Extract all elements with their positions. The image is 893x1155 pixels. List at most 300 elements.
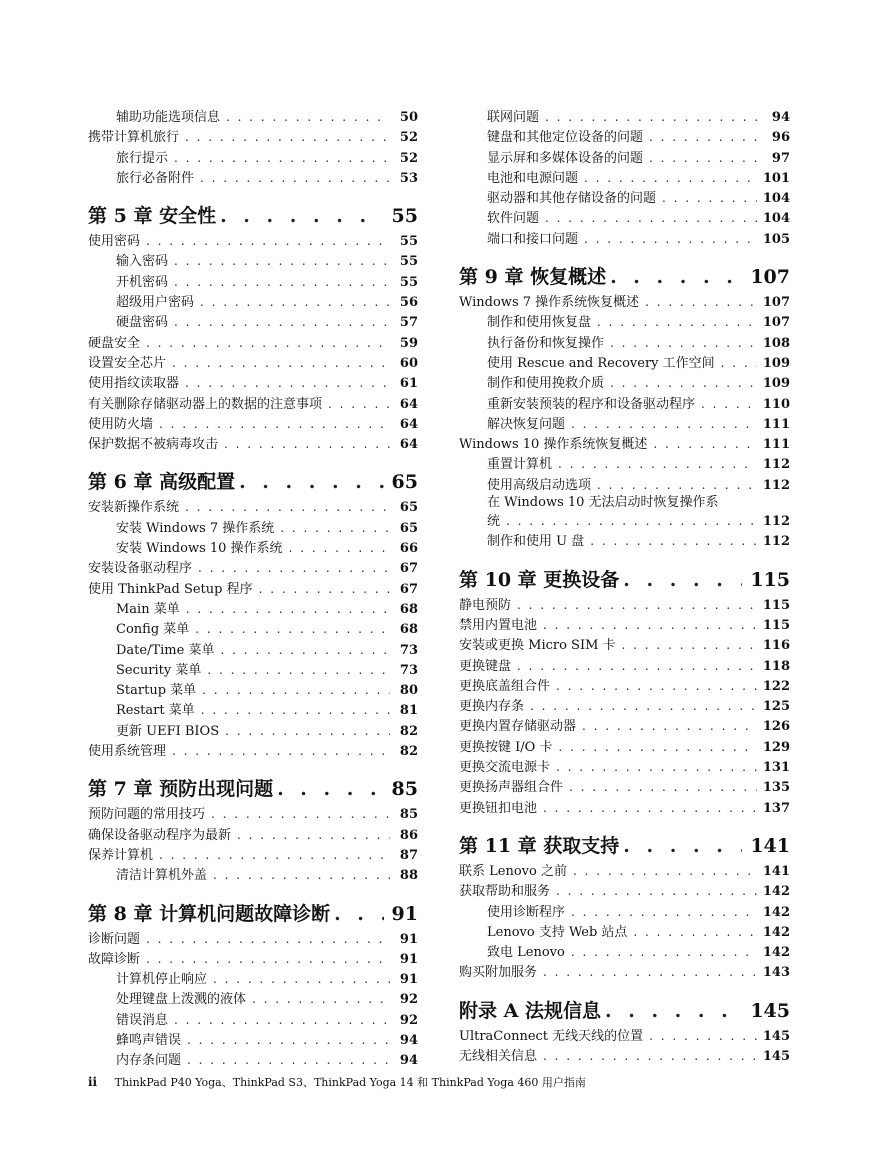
entry-page-number: 145 [762,1048,790,1064]
entry-title: 开机密码 [116,274,169,290]
toc-entry[interactable] [88,989,418,1009]
entry-title: 联系 Lenovo 之前 [459,863,567,879]
entry-title: 更换内置存储驱动器 [459,719,577,735]
entry-title: Restart 菜单 [116,703,195,719]
dot-leader [623,569,742,591]
dot-leader [185,127,390,147]
entry-page-number: 82 [399,723,418,739]
entry-page-number: 94 [399,1053,418,1069]
entry-title: 获取帮助和服务 [459,884,551,900]
entry-title: 预防问题的常用技巧 [88,807,206,823]
entry-page-number: 85 [399,807,418,823]
entry-title: 故障诊断 [88,951,141,967]
dot-leader [328,394,390,414]
entry-page-number: 55 [399,234,418,250]
entry-page-number: 64 [399,416,418,432]
dot-leader [610,333,757,353]
dot-leader [584,229,757,249]
entry-page-number: 88 [399,868,418,884]
dot-leader [289,538,390,558]
chapter-page-number: 145 [750,999,790,1022]
dot-leader [556,881,757,901]
chapter-page-number: 55 [391,205,418,228]
entry-title: 有关删除存储驱动器上的数据的注意事项 [88,396,323,412]
toc-entry[interactable] [88,660,418,680]
toc-entry[interactable] [88,1030,418,1050]
toc-entry[interactable] [459,902,790,922]
entry-title: 静电预防 [459,597,512,613]
dot-leader [517,656,757,676]
toc-chapter-heading[interactable] [88,903,418,925]
entry-title: 输入密码 [116,254,169,270]
dot-leader [225,721,390,741]
chapter-page-number: 107 [750,266,790,289]
toc-entry[interactable] [459,942,790,962]
entry-page-number: 115 [762,597,790,613]
chapter-title: 第 8 章 计算机问题故障诊断 [88,902,331,925]
entry-title: 使用防火墙 [88,416,154,432]
toc-entry[interactable] [459,312,790,332]
toc-entry[interactable] [88,538,418,558]
dot-leader [174,312,390,332]
toc-entry[interactable] [459,531,790,551]
entry-title: Date/Time 菜单 [116,642,215,658]
chapter-page-number: 91 [391,902,418,925]
dot-leader [174,1010,390,1030]
entry-title: 使用 ThinkPad Setup 程序 [88,581,253,597]
entry-page-number: 55 [399,254,418,270]
entry-title: 重置计算机 [487,457,553,473]
toc-entry[interactable] [88,312,418,332]
entry-page-number: 112 [762,534,790,550]
entry-page-number: 94 [771,110,790,125]
dot-leader [259,579,390,599]
toc-entry[interactable] [88,949,418,969]
toc-entry[interactable] [459,881,790,901]
entry-page-number: 110 [762,396,790,412]
dot-leader [610,373,757,393]
entry-page-number: 122 [762,678,790,694]
toc-entry[interactable] [459,434,790,454]
entry-title: 设置安全芯片 [88,355,167,371]
entry-title: 显示屏和多媒体设备的问题 [487,150,644,166]
entry-page-number: 112 [762,514,790,530]
dot-leader [649,148,762,168]
dot-leader [543,615,757,635]
entry-title: 硬盘安全 [88,335,141,351]
toc-entry[interactable] [459,107,790,127]
toc-entry[interactable] [88,825,418,845]
toc-entry[interactable] [459,615,790,635]
entry-title: UltraConnect 无线天线的位置 [459,1028,644,1044]
dot-leader [569,777,757,797]
entry-page-number: 111 [762,437,790,453]
toc-entry[interactable] [88,619,418,639]
toc-entry[interactable] [88,127,418,147]
dot-leader [545,208,757,228]
entry-page-number: 137 [762,800,790,816]
entry-page-number: 60 [399,355,418,371]
entry-title: 软件问题 [487,211,540,227]
entry-page-number: 104 [762,211,790,227]
toc-entry[interactable] [459,454,790,474]
dot-leader [201,700,390,720]
dot-leader [146,949,390,969]
dot-leader [198,558,390,578]
entry-page-number: 65 [399,500,418,516]
toc-entry[interactable] [459,333,790,353]
dot-leader [186,599,390,619]
toc-entry[interactable] [88,599,418,619]
entry-title: Main 菜单 [116,601,180,617]
toc-entry[interactable] [459,208,790,228]
entry-title: 携带计算机旅行 [88,130,180,146]
toc-entry[interactable] [88,640,418,660]
dot-leader [556,757,757,777]
toc-entry[interactable] [88,251,418,271]
dot-leader [662,188,757,208]
chapter-title: 第 7 章 预防出现问题 [88,778,274,801]
toc-entry[interactable] [88,333,418,353]
toc-entry[interactable] [459,798,790,818]
entry-page-number: 112 [762,477,790,493]
entry-page-number: 125 [762,699,790,715]
toc-entry[interactable] [459,511,790,531]
entry-page-number: 56 [399,295,418,311]
toc-entry[interactable] [459,635,790,655]
toc-entry[interactable] [88,929,418,949]
entry-title: 旅行必备附件 [116,170,195,186]
entry-page-number: 68 [399,622,418,638]
dot-leader [649,1026,757,1046]
entry-page-number: 55 [399,274,418,290]
toc-entry[interactable] [459,292,790,312]
toc-column-left [88,107,418,1071]
entry-title: 使用诊断程序 [487,904,566,920]
toc-entry[interactable] [88,969,418,989]
entry-page-number: 116 [762,638,790,654]
entry-page-number: 52 [399,150,418,166]
entry-title: 安装设备驱动程序 [88,561,193,577]
dot-leader [172,741,390,761]
footer-page-number: ii [88,1075,98,1089]
toc-entry[interactable] [88,1010,418,1030]
dot-leader [573,861,757,881]
toc-entry[interactable] [459,168,790,188]
entry-page-number: 129 [762,739,790,755]
toc-entry[interactable] [88,434,418,454]
entry-title: 无线相关信息 [459,1048,538,1064]
entry-title: Windows 7 操作系统恢复概述 [459,295,640,311]
toc-entry[interactable] [459,127,790,147]
entry-page-number: 142 [762,945,790,961]
dot-leader [211,804,390,824]
dot-leader [571,902,757,922]
dot-leader [280,518,390,538]
chapter-title: 第 5 章 安全性 [88,205,217,228]
toc-entry[interactable] [88,865,418,885]
entry-title: 处理键盘上泼溅的液体 [116,992,247,1008]
toc-entry[interactable] [459,148,790,168]
toc-entry[interactable] [88,148,418,168]
toc-entry[interactable] [459,737,790,757]
chapter-page-number: 85 [391,778,418,801]
toc-chapter-heading[interactable] [88,205,418,227]
dot-leader [517,595,757,615]
toc-entry[interactable] [459,188,790,208]
toc-entry[interactable] [88,414,418,434]
dot-leader [622,635,757,655]
entry-page-number: 73 [399,642,418,658]
entry-title: 键盘和其他定位设备的问题 [487,130,644,146]
dot-leader [543,798,757,818]
entry-page-number: 59 [399,335,418,351]
entry-title: 解决恢复问题 [487,416,566,432]
toc-entry[interactable] [459,861,790,881]
entry-page-number: 61 [399,376,418,392]
entry-title: 内存条问题 [116,1053,182,1069]
dot-leader [174,251,390,271]
entry-title: 更换键盘 [459,658,512,674]
chapter-title: 第 6 章 高级配置 [88,471,236,494]
entry-title: 使用密码 [88,234,141,250]
entry-title: 更换内存条 [459,699,525,715]
toc-entry[interactable] [88,1050,418,1070]
entry-title: 使用指纹读取器 [88,376,180,392]
entry-title: Security 菜单 [116,662,202,678]
toc-entry[interactable] [88,394,418,414]
dot-leader [277,778,383,800]
entry-page-number: 142 [762,904,790,920]
entry-page-number: 141 [762,863,790,879]
toc-entry[interactable] [459,373,790,393]
entry-title: 错误消息 [116,1012,169,1028]
entry-title: 保养计算机 [88,847,154,863]
dot-leader [649,127,762,147]
entry-page-number: 142 [762,884,790,900]
dot-leader [185,373,390,393]
toc-entry[interactable] [459,922,790,942]
toc-chapter-heading[interactable] [459,569,790,591]
toc-entry[interactable] [459,394,790,414]
entry-title: 制作和使用 U 盘 [487,534,585,550]
dot-leader [185,497,390,517]
entry-page-number: 111 [762,416,790,432]
entry-page-number: 82 [399,744,418,760]
entry-title: 旅行提示 [116,150,169,166]
dot-leader [159,845,390,865]
entry-page-number: 115 [762,617,790,633]
toc-entry[interactable] [459,676,790,696]
entry-page-number: 57 [399,315,418,331]
toc-entry[interactable] [459,696,790,716]
toc-chapter-heading[interactable] [459,266,790,288]
dot-leader [584,168,757,188]
chapter-title: 第 11 章 获取支持 [459,834,620,857]
entry-title: 使用 Rescue and Recovery 工作空间 [487,355,715,371]
entry-title: Lenovo 支持 Web 站点 [487,924,628,940]
toc-entry[interactable] [88,741,418,761]
dot-leader [220,205,383,227]
entry-title: 更换扬声器组合件 [459,780,564,796]
toc-chapter-heading[interactable] [88,471,418,493]
toc-entry[interactable] [459,595,790,615]
chapter-page-number: 141 [750,834,790,857]
dot-leader [530,696,757,716]
entry-title: 清洁计算机外盖 [116,868,208,884]
dot-leader [146,333,390,353]
dot-leader [172,353,390,373]
dot-leader [146,929,390,949]
dot-leader [187,1030,390,1050]
entry-title: 硬盘密码 [116,315,169,331]
entry-page-number: 91 [399,972,418,988]
toc-entry[interactable] [88,353,418,373]
dot-leader [237,825,390,845]
dot-leader [571,942,757,962]
chapter-title: 附录 A 法规信息 [459,999,601,1022]
toc-entry[interactable] [88,497,418,517]
toc-chapter-heading[interactable] [459,835,790,857]
entry-page-number: 67 [399,561,418,577]
entry-title: 更换交流电源卡 [459,760,551,776]
entry-page-number: 107 [762,295,790,311]
entry-page-number: 91 [399,931,418,947]
entry-page-number: 145 [762,1028,790,1044]
entry-title: 电池和电源问题 [487,170,579,186]
entry-page-number: 96 [771,130,790,146]
entry-title: 诊断问题 [88,931,141,947]
entry-title: 计算机停止响应 [116,972,208,988]
toc-entry[interactable] [88,373,418,393]
toc-entry[interactable] [459,353,790,373]
entry-page-number: 81 [399,703,418,719]
entry-page-number: 91 [399,951,418,967]
toc-chapter-heading[interactable] [88,778,418,800]
toc-entry[interactable] [459,716,790,736]
toc-entry[interactable] [88,579,418,599]
entry-title: 致电 Lenovo [487,945,565,961]
toc-entry[interactable] [88,292,418,312]
entry-title: 执行备份和恢复操作 [487,335,605,351]
entry-page-number: 118 [762,658,790,674]
toc-entry[interactable] [459,475,790,495]
toc-entry[interactable] [459,962,790,982]
entry-title: Windows 10 操作系统恢复概述 [459,437,648,453]
entry-title: 更新 UEFI BIOS [116,723,220,739]
toc-entry[interactable] [459,757,790,777]
chapter-page-number: 115 [750,568,790,591]
toc-entry[interactable] [88,804,418,824]
dot-leader [159,414,390,434]
entry-page-number: 80 [399,683,418,699]
dot-leader [506,511,757,531]
toc-entry[interactable] [459,1046,790,1066]
dot-leader [226,107,390,127]
dot-leader [597,475,757,495]
dot-leader [239,471,383,493]
entry-title: 辅助功能选项信息 [116,110,221,125]
entry-title: 蜂鸣声错误 [116,1032,182,1048]
dot-leader [200,292,390,312]
dot-leader [610,266,742,288]
toc-entry[interactable] [88,231,418,251]
toc-entry[interactable] [88,721,418,741]
dot-leader [545,107,762,127]
entry-page-number: 68 [399,601,418,617]
dot-leader [213,865,390,885]
entry-page-number: 67 [399,581,418,597]
chapter-title: 第 9 章 恢复概述 [459,266,607,289]
dot-leader [633,922,756,942]
entry-title: 安装 Windows 7 操作系统 [116,520,275,536]
toc-entry[interactable] [459,414,790,434]
entry-page-number: 87 [399,847,418,863]
entry-page-number: 143 [762,965,790,981]
chapter-title: 第 10 章 更换设备 [459,568,620,591]
entry-title: 安装新操作系统 [88,500,180,516]
toc-entry[interactable] [88,680,418,700]
entry-page-number: 109 [762,376,790,392]
entry-page-number: 50 [399,110,418,125]
toc-entry[interactable] [88,107,418,127]
entry-title: 制作和使用恢复盘 [487,315,592,331]
dot-leader [543,962,757,982]
dot-leader [558,454,757,474]
entry-page-number: 92 [399,1012,418,1028]
entry-page-number: 86 [399,827,418,843]
dot-leader [645,292,757,312]
chapter-page-number: 65 [391,471,418,494]
entry-page-number: 97 [771,150,790,166]
entry-page-number: 65 [399,520,418,536]
entry-title: 更换底盖组合件 [459,678,551,694]
entry-title: 更换按键 I/O 卡 [459,739,553,755]
entry-title: 联网问题 [487,110,540,125]
dot-leader [605,1000,742,1022]
entry-title: 购买附加服务 [459,965,538,981]
entry-title: 禁用内置电池 [459,617,538,633]
toc-entry[interactable] [88,845,418,865]
entry-title: 超级用户密码 [116,295,195,311]
dot-leader [195,619,390,639]
entry-title: Startup 菜单 [116,683,197,699]
toc-entry[interactable] [88,700,418,720]
entry-page-number: 101 [762,170,790,186]
toc-entry[interactable] [88,558,418,578]
entry-page-number: 142 [762,924,790,940]
toc-entry[interactable] [459,777,790,797]
entry-page-number: 112 [762,457,790,473]
toc-entry[interactable] [88,168,418,188]
toc-entry[interactable] [459,1026,790,1046]
dot-leader [701,394,757,414]
toc-chapter-heading[interactable] [459,1000,790,1022]
entry-page-number: 108 [762,335,790,351]
dot-leader [556,676,757,696]
entry-title: 确保设备驱动程序为最新 [88,827,232,843]
toc-entry[interactable] [88,518,418,538]
entry-title: 更换钮扣电池 [459,800,538,816]
dot-leader [721,353,757,373]
toc-entry[interactable] [88,272,418,292]
entry-title: 保护数据不被病毒攻击 [88,437,219,453]
entry-title: 制作和使用挽救介质 [487,376,605,392]
toc-entry[interactable] [459,229,790,249]
entry-page-number: 105 [762,231,790,247]
dot-leader [252,989,390,1009]
toc-entry[interactable] [459,656,790,676]
